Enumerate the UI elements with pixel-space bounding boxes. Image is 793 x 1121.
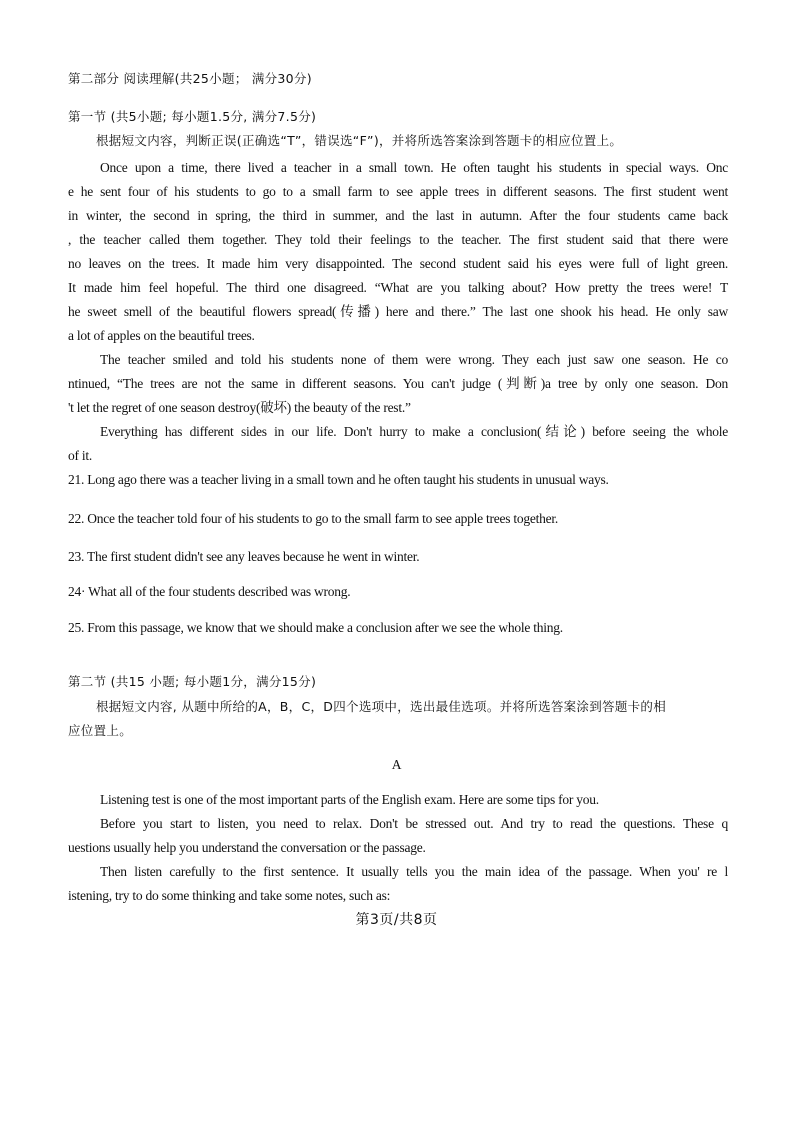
passage2-line: uestions usually help you understand the conversation or the passage. xyxy=(68,840,426,855)
passage1-line: of it. xyxy=(68,448,92,463)
passage1-line: Once upon a time, there lived a teacher in a small town. He often taught his students in special ways. Onc xyxy=(100,160,728,175)
question-21: 21. Long ago there was a teacher living in a small town and he often taught his students in unusual ways. xyxy=(68,472,609,487)
passage2-line: Before you start to listen, you need to relax. Don't be stressed out. And try to read the questions. These q xyxy=(100,816,728,831)
passage1-line: in winter, the second in spring, the third in summer, and the last in autumn. After the four students came back xyxy=(68,208,728,223)
question-24: 24· What all of the four students described was wrong. xyxy=(68,584,351,599)
section1-instruction: 根据短文内容，判断正误(正确选“T”，错误选“F”)，并将所选答案涂到答题卡的相应位置上。 xyxy=(96,133,623,148)
section1-heading: 第一节 (共5小题; 每小题1.5分, 满分7.5分) xyxy=(68,109,317,124)
page-number: 第3页/共8页 xyxy=(355,912,438,928)
passage1-line: 't let the regret of one season destroy(破坏) the beauty of the rest.” xyxy=(68,400,411,415)
passage1-line: It made him feel hopeful. The third one disagreed. “What are you talking about? How pretty the trees were! T xyxy=(68,280,728,295)
question-23: 23. The first student didn't see any leaves because he went in winter. xyxy=(68,549,420,564)
question-22: 22. Once the teacher told four of his students to go to the small farm to see apple trees together. xyxy=(68,511,558,526)
passage1-line: ntinued, “The trees are not the same in different seasons. You can't judge (判断)a tree by only one season. Don xyxy=(68,376,728,391)
section2-instruction: 应位置上。 xyxy=(68,723,133,738)
part2-heading: 第二部分 阅读理解(共25小题； 满分30分) xyxy=(68,71,312,86)
passage2-line: istening, try to do some thinking and take some notes, such as: xyxy=(68,888,391,903)
passage1-line: , the teacher called them together. They told their feelings to the teacher. The first student said that there were xyxy=(68,232,728,247)
passage-label: A xyxy=(391,757,402,772)
section2-instruction: 根据短文内容, 从题中所给的A，B，C，D四个选项中，选出最佳选项。并将所选答案涂到答题卡的相 xyxy=(96,699,667,714)
question-25: 25. From this passage, we know that we should make a conclusion after we see the whole thing. xyxy=(68,620,563,635)
passage1-line: Everything has different sides in our life. Don't hurry to make a conclusion(结论) before seeing the whole xyxy=(100,424,728,439)
passage2-line: Then listen carefully to the first sentence. It usually tells you the main idea of the passage. When you' re l xyxy=(100,864,728,879)
passage1-line: The teacher smiled and told his students none of them were wrong. They each just saw one season. He co xyxy=(100,352,728,367)
passage1-line: no leaves on the trees. It made him very disappointed. The second student said his eyes were full of light green. xyxy=(68,256,728,271)
passage1-line: he sweet smell of the beautiful flowers spread(传播) here and there.” The last one shook his head. He only saw xyxy=(68,304,728,319)
passage1-line: a lot of apples on the beautiful trees. xyxy=(68,328,255,343)
passage2-line: Listening test is one of the most important parts of the English exam. Here are some tips for you. xyxy=(100,792,599,807)
section2-heading: 第二节 (共15 小题; 每小题1分，满分15分) xyxy=(68,674,317,689)
passage1-line: e he sent four of his students to go to a small farm to see apple trees in different seasons. The first student went xyxy=(68,184,728,199)
